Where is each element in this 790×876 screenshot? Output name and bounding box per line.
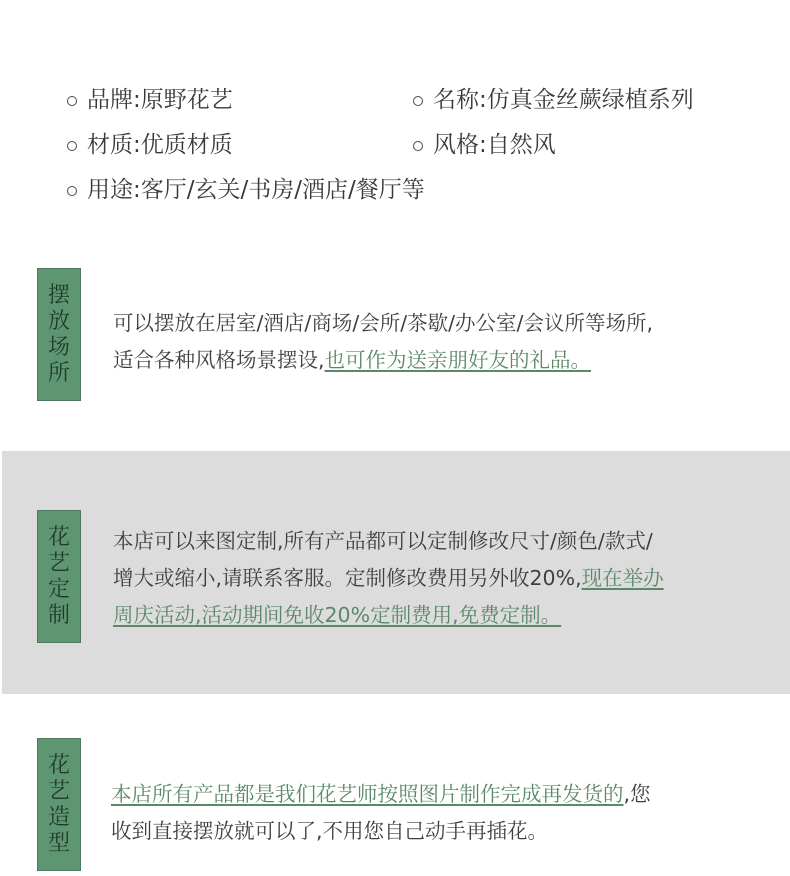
placement-line-2 (113, 342, 653, 379)
label-char: 制 (47, 602, 70, 628)
placement-line-2-text: 适合各种风格场景摆设, (113, 348, 325, 372)
label-char: 场 (47, 334, 70, 360)
label-char: 花 (47, 524, 70, 550)
placement-line-1: 可以摆放在居室/酒店/商场/会所/茶歇/办公室/会议所等场所, (113, 311, 653, 335)
placement-gift-highlight: 也可作为送亲朋好友的礼品。 (324, 348, 592, 372)
spec-name (413, 89, 694, 112)
styling-line-2: 收到直接摆放就可以了,不用您自己动手再插花。 (111, 819, 549, 843)
label-char: 所 (47, 360, 70, 386)
label-char: 艺 (47, 550, 70, 576)
spec-style (413, 134, 556, 157)
bullet-circle-icon (413, 96, 423, 106)
styling-line-1-text: ,您 (623, 782, 651, 806)
label-char: 艺 (47, 778, 70, 804)
placement-description (113, 305, 653, 379)
customization-description (113, 523, 664, 634)
customization-line-2-text: 增大或缩小,请联系客服。定制修改费用另外收20%, (113, 566, 582, 590)
customization-line-3 (113, 597, 664, 634)
customization-section-label (37, 510, 81, 643)
customization-line-2 (113, 560, 664, 597)
label-char: 花 (47, 752, 70, 778)
spec-usage (67, 179, 425, 202)
spec-usage-text: 用途:客厅/玄关/书房/酒店/餐厅等 (87, 177, 425, 203)
spec-name-text: 名称:仿真金丝蕨绿植系列 (433, 87, 694, 113)
spec-material (67, 134, 233, 157)
customization-promo-highlight-2: 周庆活动,活动期间免收20%定制费用,免费定制。 (113, 603, 562, 627)
styling-line-1 (111, 776, 651, 813)
bullet-circle-icon (67, 96, 77, 106)
label-char: 摆 (47, 282, 70, 308)
spec-brand (67, 89, 233, 112)
bullet-circle-icon (67, 186, 77, 196)
spec-material-text: 材质:优质材质 (87, 132, 233, 158)
placement-section-label (37, 268, 81, 401)
spec-brand-text: 品牌:原野花艺 (87, 87, 233, 113)
label-char: 型 (47, 830, 70, 856)
bullet-circle-icon (413, 141, 423, 151)
styling-section-label (37, 738, 81, 871)
label-char: 定 (47, 576, 70, 602)
customization-line-1: 本店可以来图定制,所有产品都可以定制修改尺寸/颜色/款式/ (113, 529, 653, 553)
label-char: 放 (47, 308, 70, 334)
bullet-circle-icon (67, 141, 77, 151)
label-char: 造 (47, 804, 70, 830)
spec-style-text: 风格:自然风 (433, 132, 556, 158)
styling-description (111, 776, 651, 850)
customization-promo-highlight: 现在举办 (581, 566, 664, 590)
styling-handmade-highlight: 本店所有产品都是我们花艺师按照图片制作完成再发货的 (111, 782, 624, 806)
